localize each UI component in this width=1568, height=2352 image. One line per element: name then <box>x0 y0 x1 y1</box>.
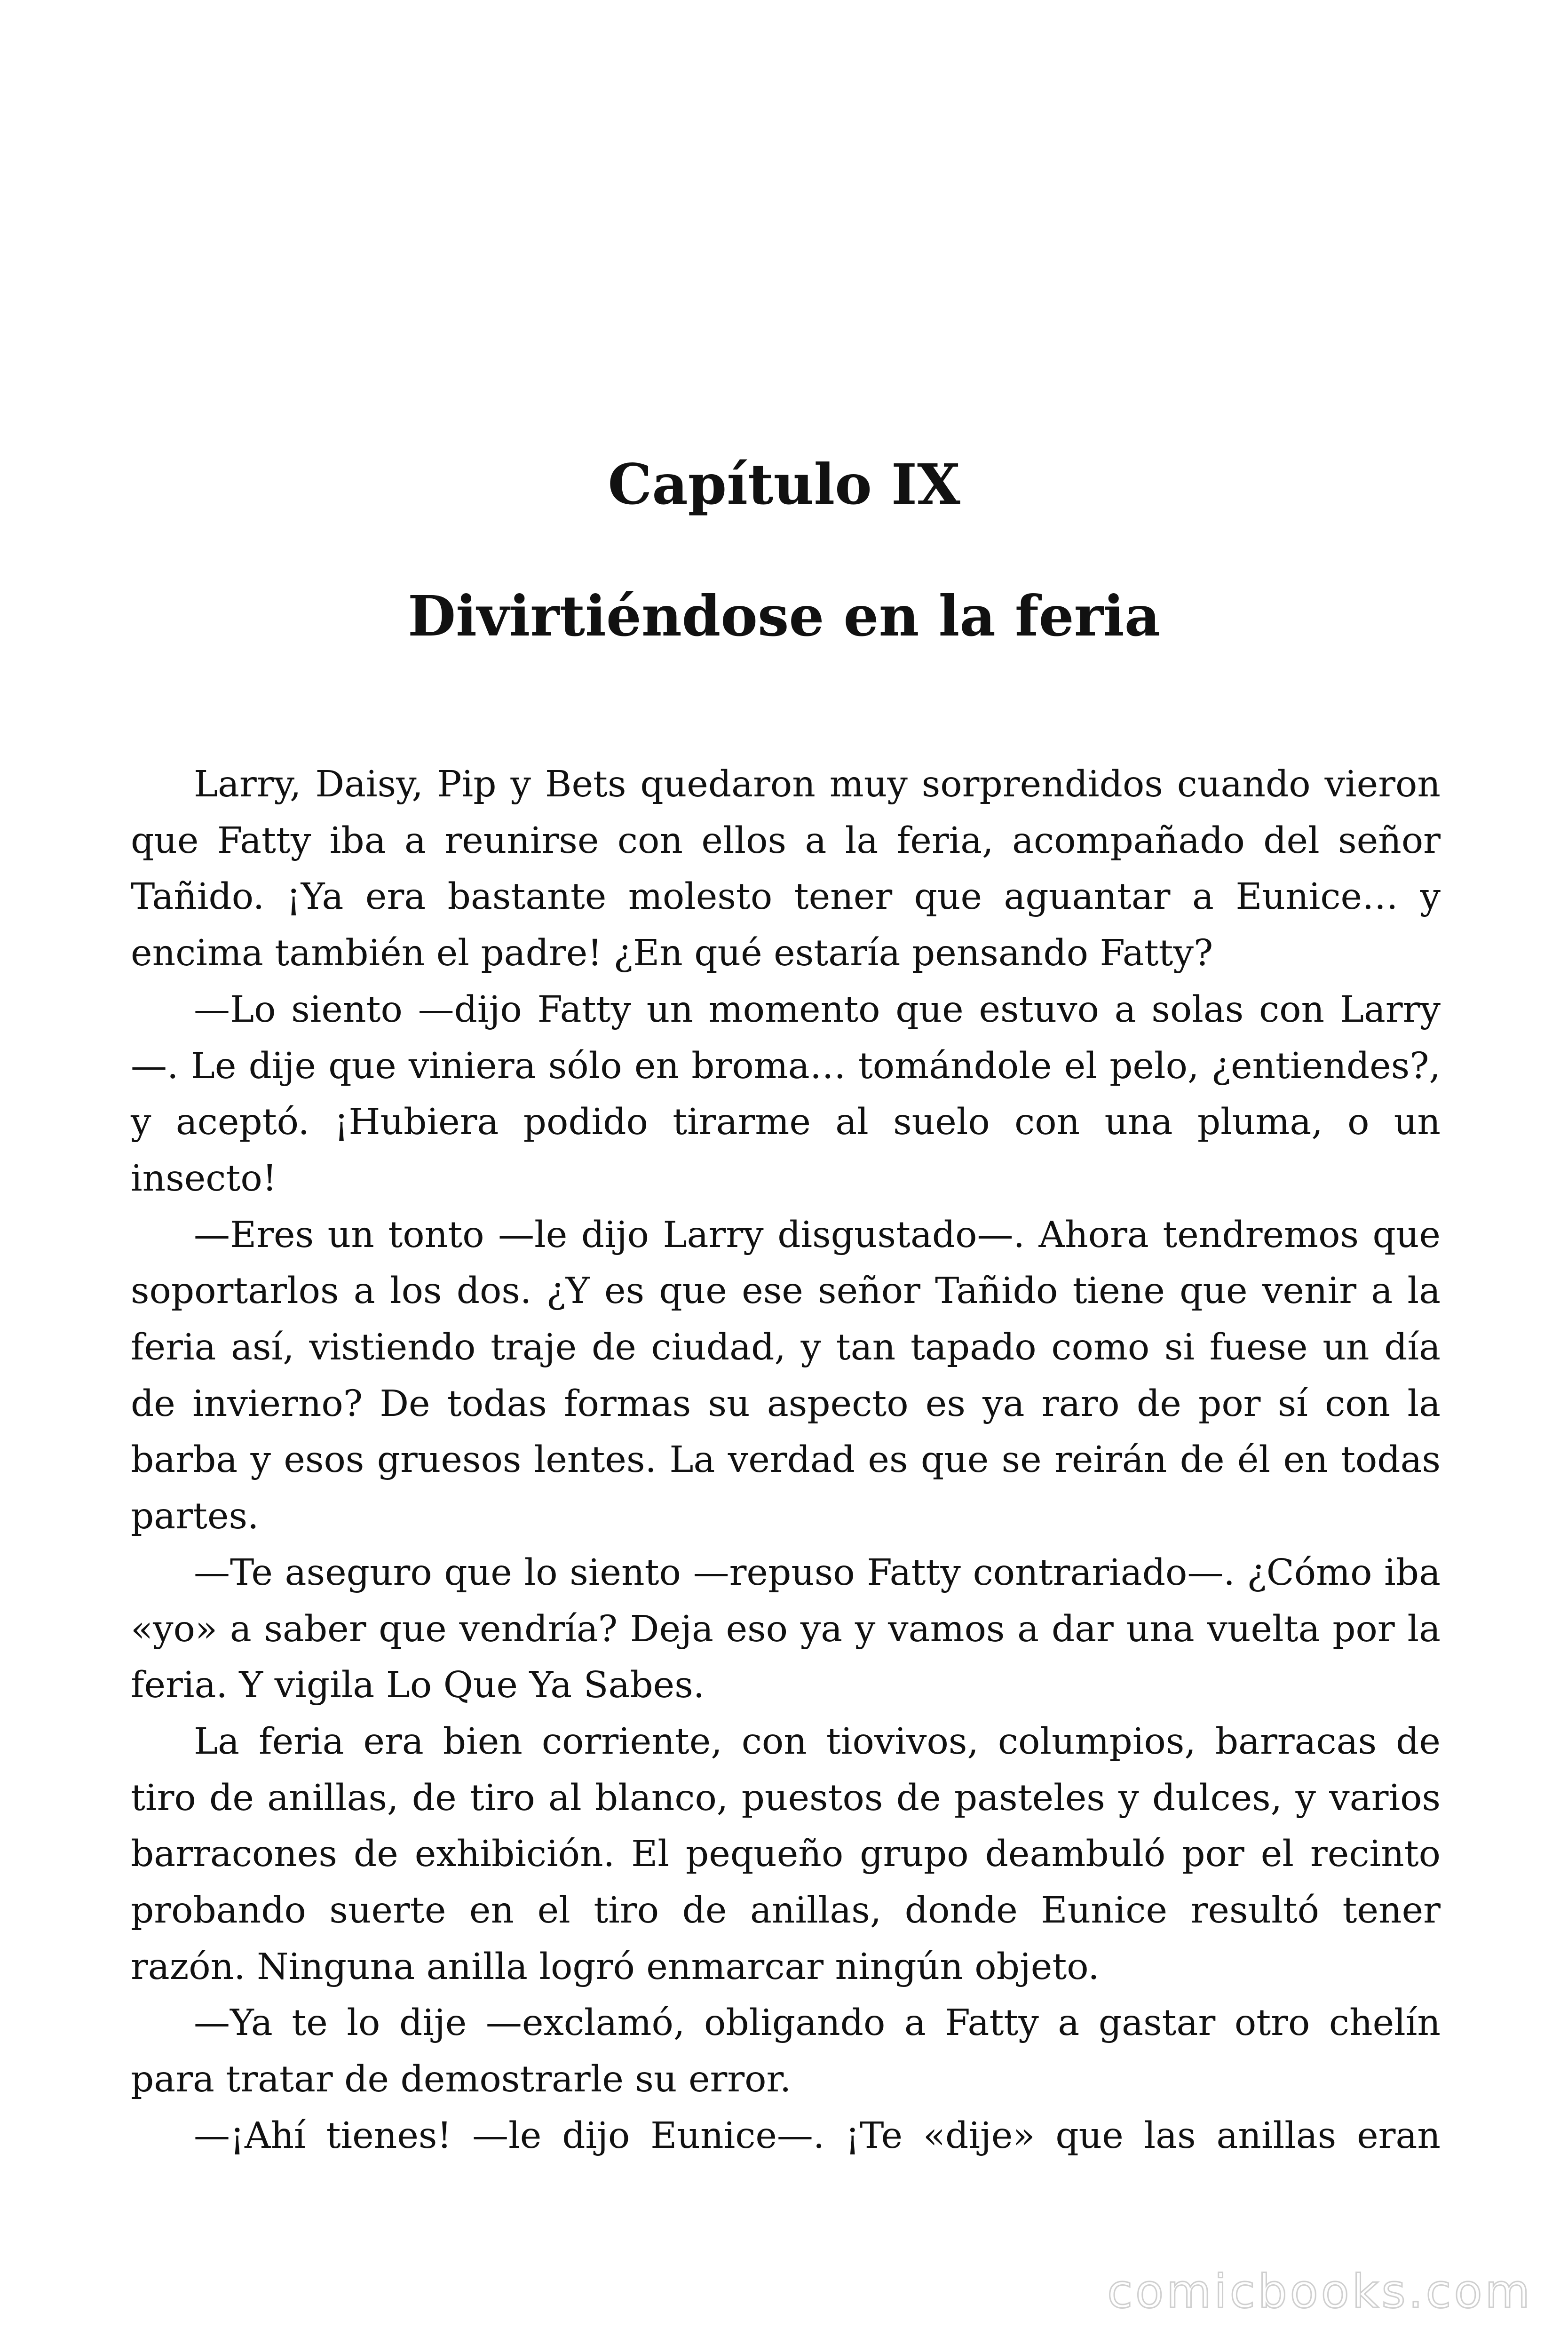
paragraph: La feria era bien corriente, con tiovivos, columpios, barracas de tiro de anillas, de tiro al blanco, puestos de pasteles y dulces, y varios barracones de exhibición. El pequeño grupo deambuló por el recinto probando suerte en el tiro de anillas, donde Eunice resultó tener razón. Ninguna anilla logró enmarcar ningún objeto. <box>131 1720 1441 1988</box>
chapter-number: Capítulo IX <box>608 452 960 517</box>
paragraph: —Lo siento —dijo Fatty un momento que estuvo a solas con Larry—. Le dije que viniera sólo en broma… tomándole el pelo, ¿entiendes?, y aceptó. ¡Hubiera podido tirarme al suelo con una pluma, o un insecto! <box>131 988 1441 1200</box>
watermark: comicbooks.com <box>1107 2265 1533 2319</box>
paragraph: Larry, Daisy, Pip y Bets quedaron muy sorprendidos cuando vieron que Fatty iba a reunirse con ellos a la feria, acompañado del señor Tañido. ¡Ya era bastante molesto tener que aguantar a Eunice… y encima también el padre! ¿En qué estaría pensando Fatty? <box>131 763 1441 975</box>
paragraph: —Te aseguro que lo siento —repuso Fatty contrariado—. ¿Cómo iba «yo» a saber que vendría? Deja eso ya y vamos a dar una vuelta por la feria. Y vigila Lo Que Ya Sabes. <box>131 1551 1441 1707</box>
chapter-title: Divirtiéndose en la feria <box>407 583 1161 649</box>
paragraph-last: —¡Ahí tienes! —le dijo Eunice—. ¡Te «dije» que las anillas eran <box>194 2114 1441 2157</box>
paragraph: —Ya te lo dije —exclamó, obligando a Fatty a gastar otro chelín para tratar de demostrarle su error. <box>131 2002 1441 2101</box>
paragraph: —Eres un tonto —le dijo Larry disgustado—. Ahora tendremos que soportarlos a los dos. ¿Y es que ese señor Tañido tiene que venir a la feria así, vistiendo traje de ciudad, y tan tapado como si fuese un día de invierno? De todas formas su aspecto es ya raro de por sí con la barba y esos gruesos lentes. La verdad es que se reirán de él en todas partes. <box>131 1214 1441 1538</box>
chapter-body <box>131 756 1441 2164</box>
